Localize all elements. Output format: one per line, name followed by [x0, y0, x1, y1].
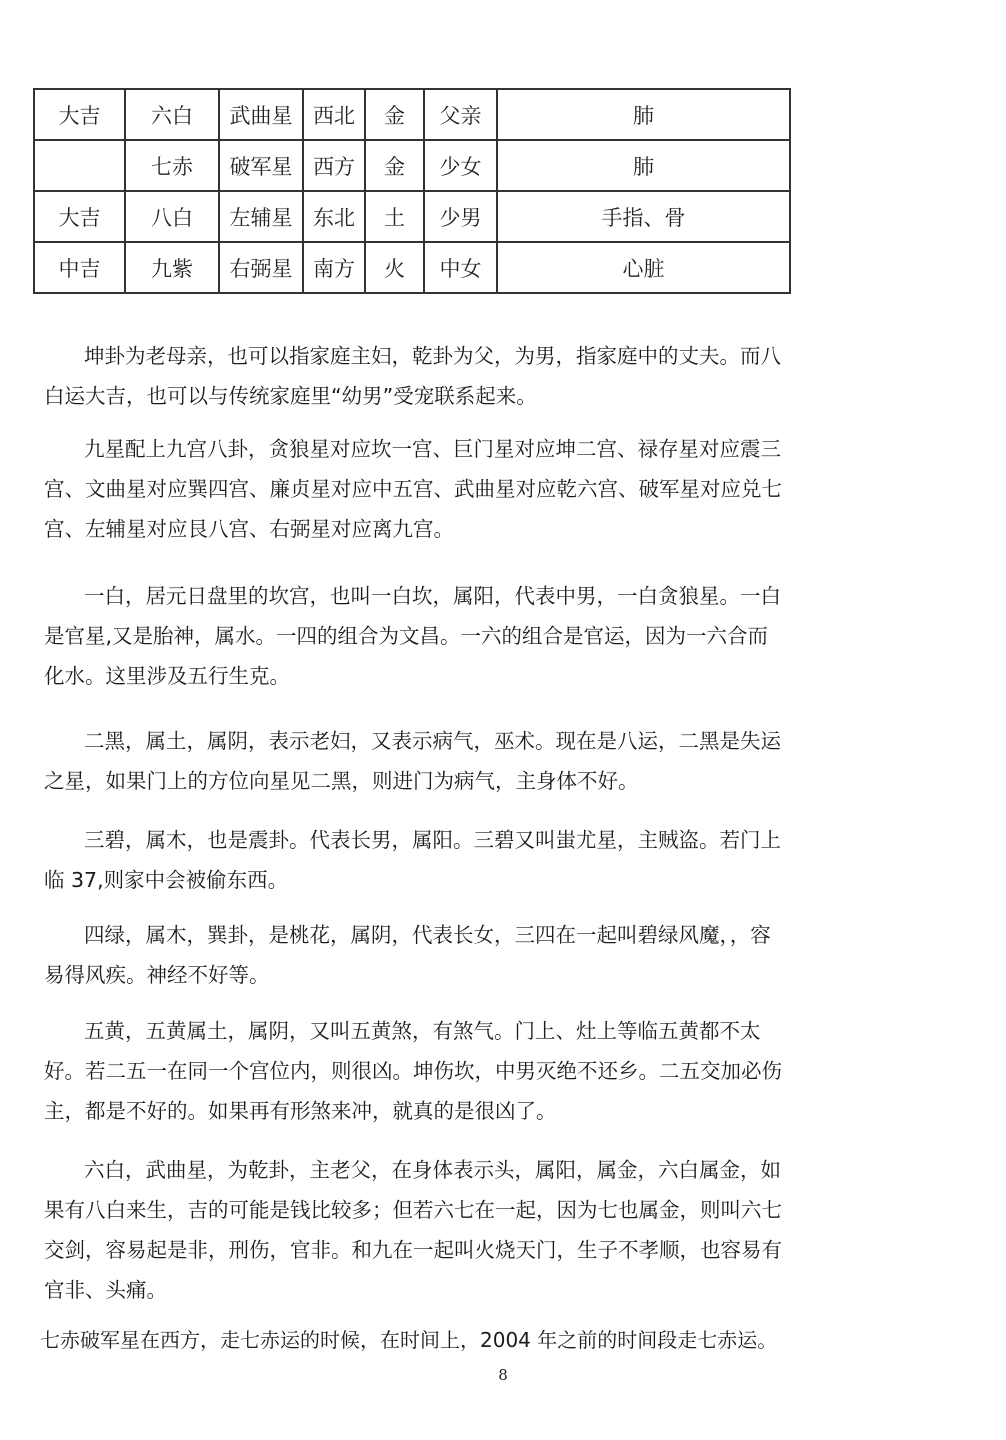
table-cell-star-number: 七赤 [125, 140, 219, 191]
table-cell-star-number: 八白 [125, 191, 219, 242]
table-cell-body: 心脏 [497, 242, 790, 293]
table-cell-element: 金 [365, 140, 424, 191]
table-cell-star-number: 六白 [125, 89, 219, 140]
table-cell-direction: 南方 [303, 242, 365, 293]
table-row [34, 140, 790, 191]
nine-star-table [33, 88, 791, 294]
table-cell-luck [34, 140, 125, 191]
table-cell-direction: 东北 [303, 191, 365, 242]
paragraph-nine-stars-palaces: 九星配上九宫八卦，贪狼星对应坎一宫、巨门星对应坤二宫、禄存星对应震三宫、文曲星对应巽四宫、廉贞星对应中五宫、武曲星对应乾六宫、破军星对应兑七宫、左辅星对应艮八宫、右弼星对应离九宫。 [44, 437, 782, 541]
paragraph-one-white: 一白，居元日盘里的坎宫，也叫一白坎，属阳，代表中男，一白贪狼星。一白是官星,又是胎神，属水。一四的组合为文昌。一六的组合是官运，因为一六合而化水。这里涉及五行生克。 [44, 584, 781, 688]
table-row [34, 89, 790, 140]
paragraph-six-white: 六白，武曲星，为乾卦，主老父，在身体表示头，属阳，属金，六白属金，如果有八白来生，吉的可能是钱比较多；但若六七在一起，因为七也属金，则叫六七交剑，容易起是非，刑伤，官非。和九在一起叫火烧天门，生子不孝顺，也容易有官非、头痛。 [44, 1158, 782, 1302]
page-number: 8 [498, 1366, 508, 1384]
table-cell-element: 金 [365, 89, 424, 140]
paragraph-three-jade: 三碧，属木，也是震卦。代表长男，属阳。三碧又叫蚩尤星，主贼盗。若门上临 37,则家中会被偷东西。 [44, 828, 781, 892]
paragraph-kun-qian: 坤卦为老母亲，也可以指家庭主妇，乾卦为父，为男，指家庭中的丈夫。而八白运大吉，也可以与传统家庭里“幼男”受宠联系起来。 [44, 344, 781, 408]
table-row [34, 242, 790, 293]
paragraph-two-black: 二黑，属土，属阴，表示老妇，又表示病气，巫术。现在是八运，二黑是失运之星，如果门上的方位向星见二黑，则进门为病气，主身体不好。 [44, 729, 781, 793]
table-cell-star-name: 左辅星 [219, 191, 303, 242]
paragraph-four-green: 四绿，属木，巽卦，是桃花，属阴，代表长女，三四在一起叫碧绿风魔，，容易得风疾。神经不好等。 [44, 923, 771, 987]
table-cell-star-name: 武曲星 [219, 89, 303, 140]
table-cell-body: 手指、骨 [497, 191, 790, 242]
table-cell-family: 少男 [424, 191, 497, 242]
table-cell-family: 父亲 [424, 89, 497, 140]
table-row [34, 191, 790, 242]
table-cell-element: 火 [365, 242, 424, 293]
table-cell-direction: 西北 [303, 89, 365, 140]
table-cell-body: 肺 [497, 89, 790, 140]
table-cell-family: 中女 [424, 242, 497, 293]
table-cell-element: 土 [365, 191, 424, 242]
paragraph-five-yellow: 五黄，五黄属土，属阴，又叫五黄煞，有煞气。门上、灶上等临五黄都不太好。若二五一在同一个宫位内，则很凶。坤伤坎，中男灭绝不还乡。二五交加必伤主，都是不好的。如果再有形煞来冲，就真的是很凶了。 [44, 1019, 782, 1123]
table-cell-direction: 西方 [303, 140, 365, 191]
table-cell-family: 少女 [424, 140, 497, 191]
table-cell-body: 肺 [497, 140, 790, 191]
table-cell-luck: 中吉 [34, 242, 125, 293]
table-cell-luck: 大吉 [34, 89, 125, 140]
table-cell-star-name: 右弼星 [219, 242, 303, 293]
table-cell-star-name: 破军星 [219, 140, 303, 191]
table-cell-luck: 大吉 [34, 191, 125, 242]
table-cell-star-number: 九紫 [125, 242, 219, 293]
paragraph-seven-red: 七赤破军星在西方，走七赤运的时候，在时间上，2004 年之前的时间段走七赤运。 [40, 1328, 778, 1352]
